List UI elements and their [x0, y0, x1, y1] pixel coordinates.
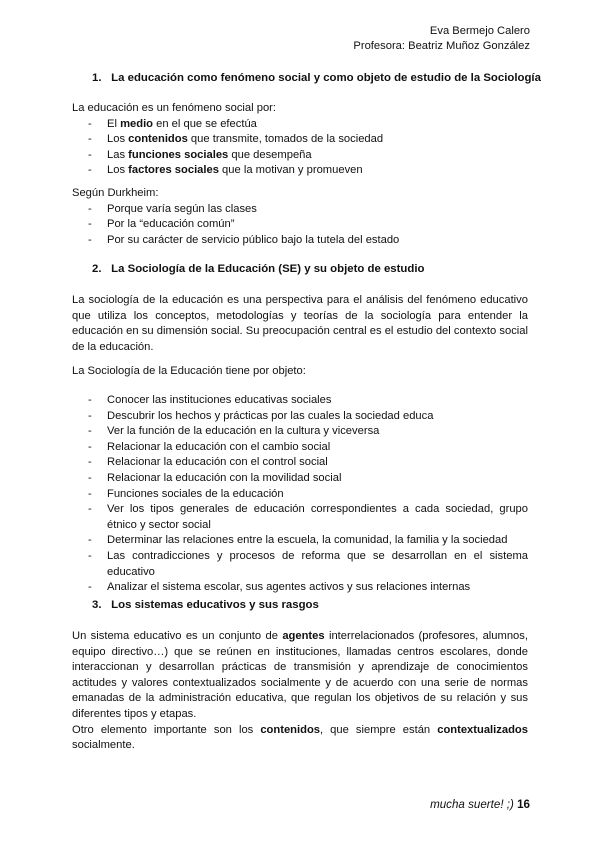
section-2-title: La Sociología de la Educación (SE) y su objeto de estudio — [111, 263, 425, 275]
list-item: - El medio en el que se efectúa — [72, 117, 528, 133]
list-item: - Las contradicciones y procesos de reforma que se desarrollan en el sistema educativo — [72, 549, 528, 580]
list-item: - Ver la función de la educación en la cultura y viceversa — [72, 424, 528, 440]
list-item: - Relacionar la educación con el cambio social — [72, 440, 528, 456]
section-1-heading — [92, 71, 541, 87]
list-item: - Por su carácter de servicio público bajo la tutela del estado — [72, 233, 528, 249]
page-footer — [430, 797, 530, 813]
list-item: - Ver los tipos generales de educación correspondientes a cada sociedad, grupo étnico y sector social — [72, 502, 528, 533]
section-2-paragraph: La sociología de la educación es una perspectiva para el análisis del fenómeno educativo que utiliza los conceptos, metodologías y teorías de la sociología para entender la educación en su dimensión social. Su preocupación central es el estudio del contexto social de la educación. — [72, 294, 528, 353]
section-3-body — [72, 629, 528, 754]
section-3-number: 3. — [92, 599, 102, 611]
list-item: - Conocer las instituciones educativas sociales — [72, 393, 528, 409]
section-1-title: La educación como fenómeno social y como objeto de estudio de la Sociología — [111, 72, 541, 84]
objectives-block — [72, 393, 528, 596]
durkheim-list — [72, 202, 528, 249]
list-item: - Funciones sociales de la educación — [72, 487, 528, 503]
list-item: - Analizar el sistema escolar, sus agentes activos y sus relaciones internas — [72, 580, 528, 596]
list-item: - Relacionar la educación con la movilidad social — [72, 471, 528, 487]
list-item: - Por la “educación común” — [72, 217, 528, 233]
section-2-heading — [92, 262, 424, 278]
section-2-number: 2. — [92, 263, 102, 275]
list-item: - Los contenidos que transmite, tomados de la sociedad — [72, 132, 528, 148]
list-item: - Los factores sociales que la motivan y promueven — [72, 163, 528, 179]
section-3-title: Los sistemas educativos y sus rasgos — [111, 599, 319, 611]
footer-motto: mucha suerte! ;) — [430, 798, 514, 811]
list-item: - Las funciones sociales que desempeña — [72, 148, 528, 164]
section-2-objective-intro: La Sociología de la Educación tiene por objeto: — [72, 365, 306, 377]
section-1-body — [72, 101, 528, 179]
section-1-intro: La educación es un fenómeno social por: — [72, 102, 276, 114]
page-header — [353, 24, 530, 54]
list-item: - Porque varía según las clases — [72, 202, 528, 218]
list-item: - Descubrir los hechos y prácticas por las cuales la sociedad educa — [72, 409, 528, 425]
list-item: - Relacionar la educación con el control social — [72, 455, 528, 471]
teacher-name: Profesora: Beatriz Muñoz González — [353, 40, 530, 52]
section-3-paragraph-2: Otro elemento importante son los contenidos, que siempre están contextualizados socialmente. — [72, 723, 528, 752]
page-number: 16 — [517, 798, 530, 811]
objectives-list — [72, 393, 528, 596]
section-3-heading — [92, 598, 319, 614]
author-name: Eva Bermejo Calero — [429, 25, 530, 37]
section-3-paragraph-1: Un sistema educativo es un conjunto de agentes interrelacionados (profesores, alumnos, equipo directivo…) que se reúnen en instituciones, llamadas centros escolares, donde interaccionan y desarrollan prácticas de transmisión y aprendizaje de conocimientos actitudes y valores contextualizados socialmente y de acuerdo con una serie de normas emanadas de la administración educativa, que regulan los objetivos de su relación y sus diferentes tipos y etapas. — [72, 630, 528, 720]
social-phenomenon-list — [72, 117, 528, 179]
durkheim-block — [72, 186, 528, 248]
section-1-number: 1. — [92, 72, 102, 84]
durkheim-intro: Según Durkheim: — [72, 187, 159, 199]
list-item: - Determinar las relaciones entre la escuela, la comunidad, la familia y la sociedad — [72, 533, 528, 549]
